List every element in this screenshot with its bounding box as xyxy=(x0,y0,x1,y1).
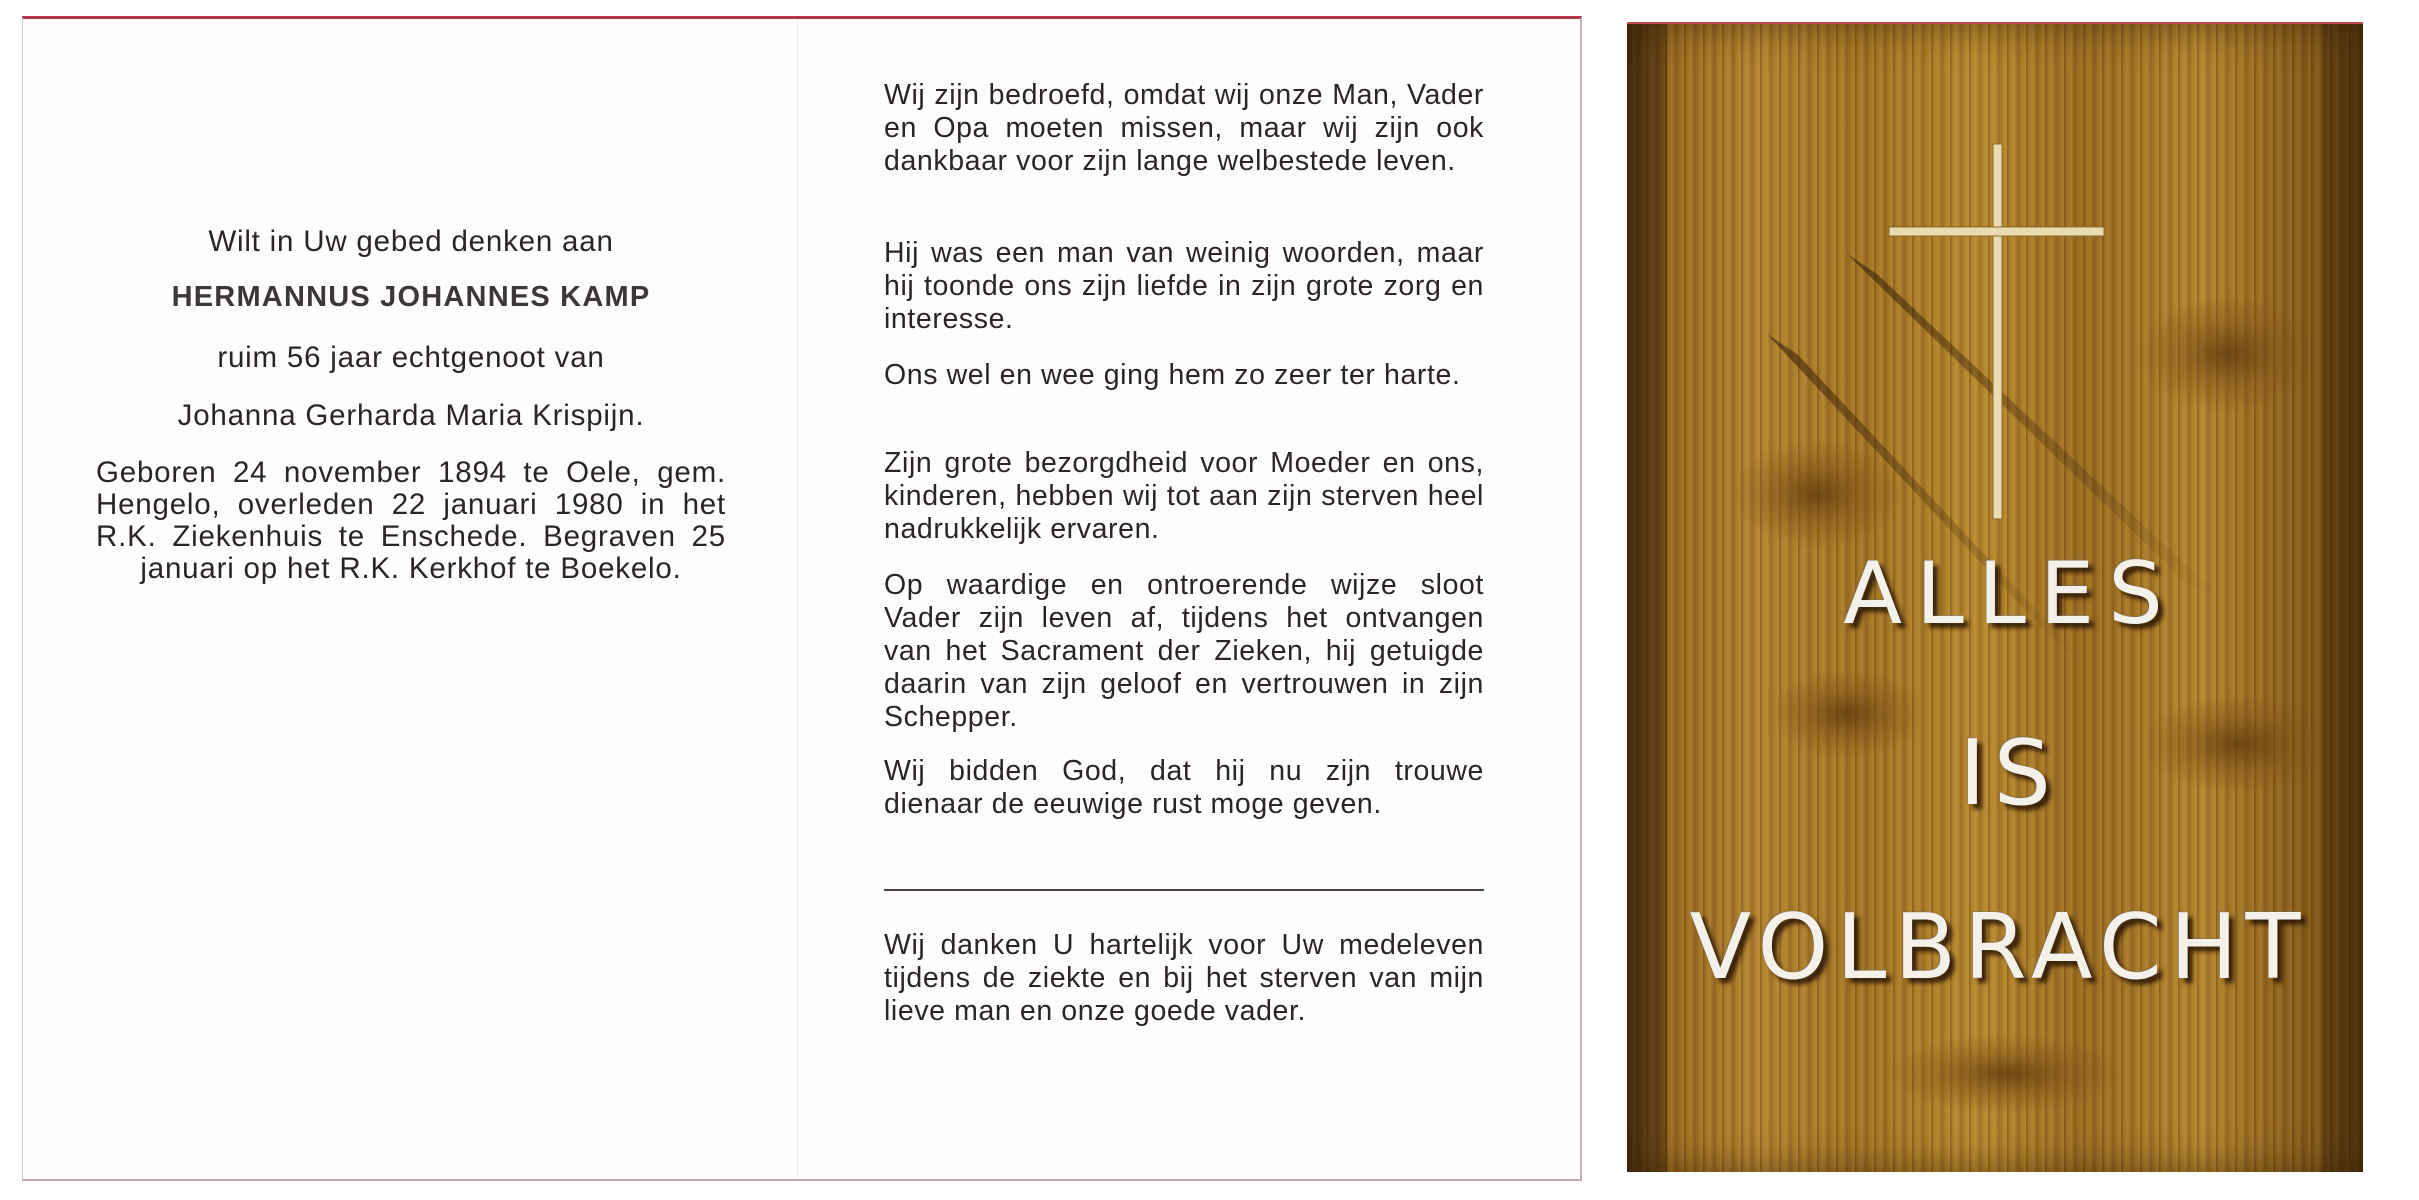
memorial-card-cover xyxy=(1627,22,2363,1172)
cover-word-is: IS xyxy=(1959,721,2059,826)
cover-word-volbracht: VOLBRACHT xyxy=(1689,895,2309,1000)
memorial-card-inner xyxy=(22,16,1582,1181)
paragraph-bedroefd: Wij zijn bedroefd, omdat wij onze Man, Vader en Opa moeten missen, maar wij zijn ook dankbaar voor zijn lange welbestede leven. xyxy=(884,79,1484,177)
marriage-duration: ruim 56 jaar echtgenoot van xyxy=(217,341,605,374)
spouse-name: Johanna Gerharda Maria Krispijn. xyxy=(177,399,645,432)
paragraph-bezorgdheid: Zijn grote bezorgdheid voor Moeder en ons, kinderen, hebben wij tot aan zijn sterven heel nadrukkelijk ervaren. xyxy=(884,447,1484,545)
deceased-name: HERMANNUS JOHANNES KAMP xyxy=(171,281,651,313)
prayer-intro: Wilt in Uw gebed denken aan xyxy=(208,225,614,258)
cover-word-alles: ALLES xyxy=(1843,544,2177,644)
paragraph-woorden: Hij was een man van weinig woorden, maar hij toonde ons zijn liefde in zijn grote zorg en interesse. xyxy=(884,237,1484,335)
paragraph-prayer: Wij bidden God, dat hij nu zijn trouwe dienaar de eeuwige rust moge geven. xyxy=(884,755,1484,820)
inner-left-panel xyxy=(23,19,798,1179)
birth-death-details: Geboren 24 november 1894 te Oele, gem. Hengelo, overleden 22 januari 1980 in het R.K. Ziekenhuis te Enschede. Begraven 25 januari op het R.K. Kerkhof te Boekelo. xyxy=(96,456,726,585)
thanks-paragraph: Wij danken U hartelijk voor Uw medeleven tijdens de ziekte en bij het sterven van mijn lieve man en onze goede vader. xyxy=(884,929,1484,1027)
paragraph-sacrament: Op waardige en ontroerende wijze sloot Vader zijn leven af, tijdens het ontvangen van het Sacrament der Zieken, hij getuigde daarin van zijn geloof en vertrouwen in zijn Schepper. xyxy=(884,569,1484,733)
paragraph-wel-en-wee: Ons wel en wee ging hem zo zeer ter harte. xyxy=(884,359,1461,391)
divider-line xyxy=(884,889,1484,891)
inner-right-panel xyxy=(798,19,1583,1179)
